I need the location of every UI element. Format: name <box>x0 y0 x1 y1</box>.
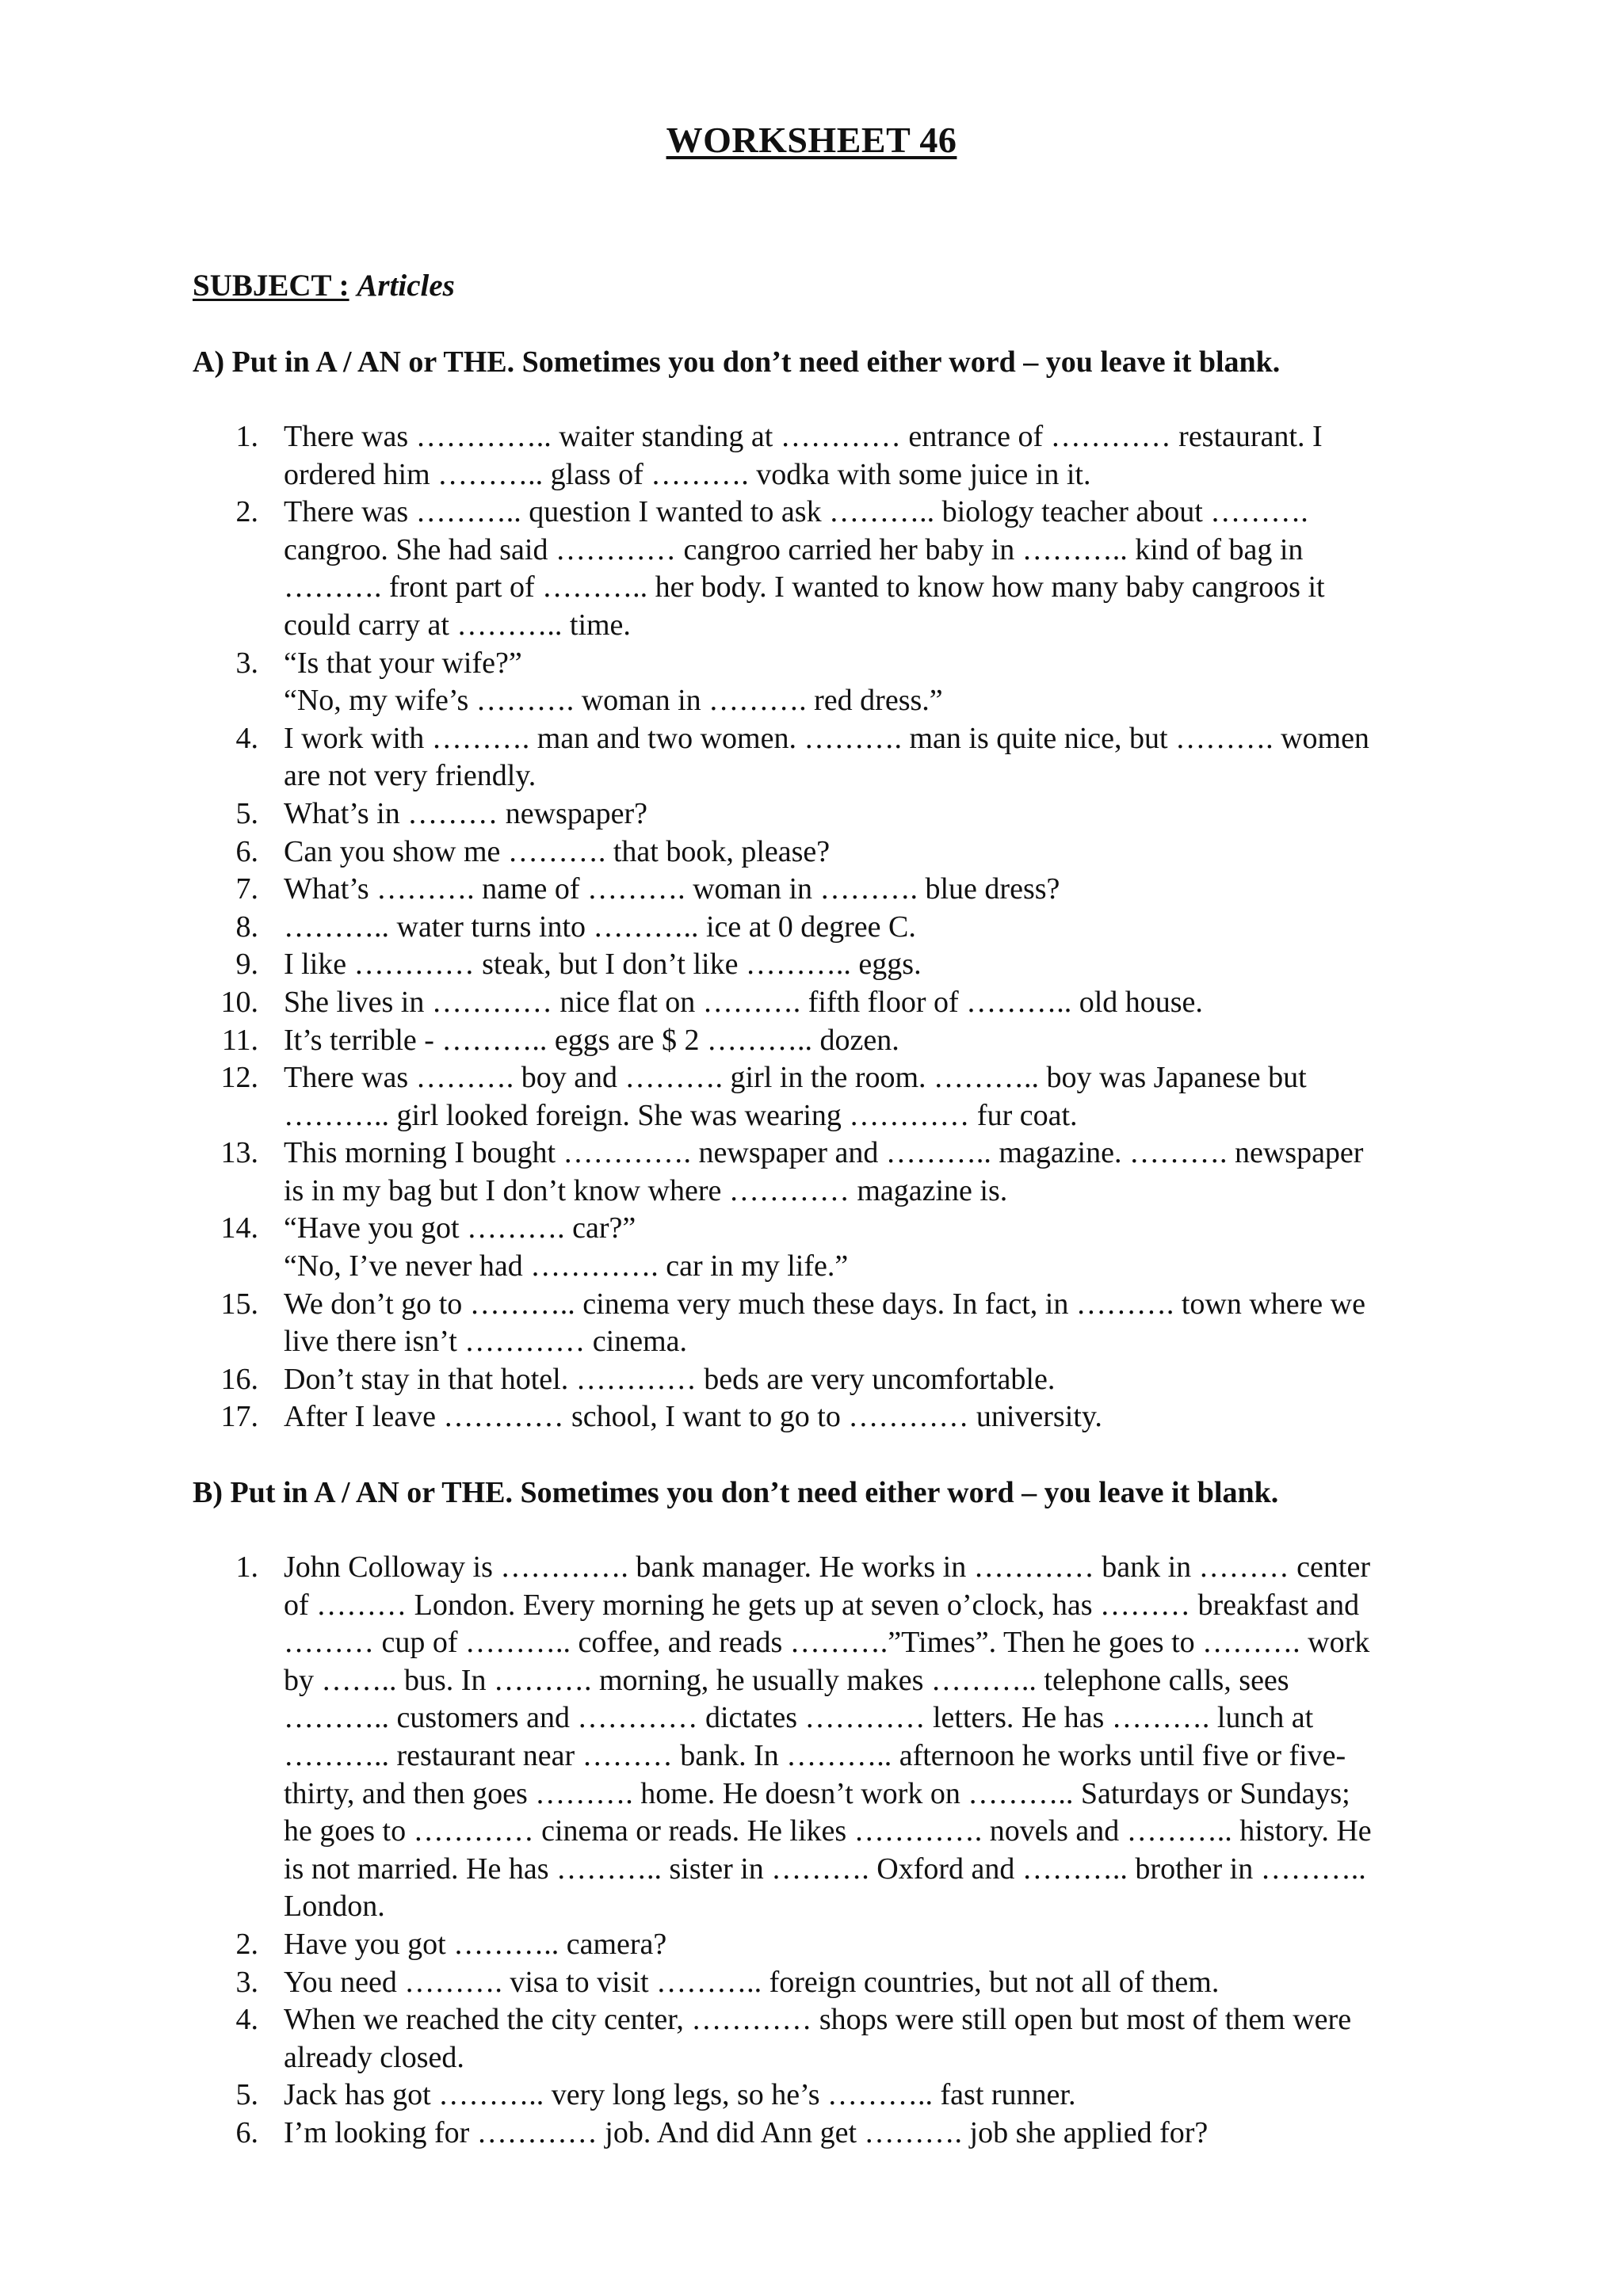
exercise-item <box>220 1135 1482 1210</box>
exercise-number: 16. <box>220 1362 258 1396</box>
exercise-item <box>235 1549 1482 1926</box>
exercise-number: 3. <box>235 646 258 680</box>
exercise-text-line: by …….. bus. In ………. morning, he usually makes ……….. telephone calls, sees <box>284 1663 1289 1697</box>
exercise-text-line: live there isn’t ………… cinema. <box>284 1325 688 1359</box>
exercise-number: 3. <box>235 1965 258 1999</box>
exercise-text-line: already closed. <box>284 2040 464 2074</box>
exercise-text-line: ……… cup of ……….. coffee, and reads ……….”Times”. Then he goes to ………. work <box>284 1626 1370 1660</box>
section-a-exercise-list <box>220 418 1482 1436</box>
exercise-item <box>235 2001 1482 2077</box>
exercise-item <box>221 1022 1482 1060</box>
exercise-text-line: When we reached the city center, ………… shops were still open but most of them were <box>284 2003 1352 2037</box>
exercise-text-line: ……….. customers and ………… dictates ………… letters. He has ………. lunch at <box>284 1701 1314 1735</box>
exercise-item <box>235 645 1482 720</box>
exercise-item <box>235 909 1482 947</box>
exercise-text-line: are not very friendly. <box>284 759 537 793</box>
exercise-number: 6. <box>235 2115 258 2149</box>
exercise-text-line: ordered him ……….. glass of ………. vodka with some juice in it. <box>284 457 1091 491</box>
exercise-text-line: John Colloway is …………. bank manager. He works in ………… bank in ……… center <box>284 1550 1370 1584</box>
exercise-item <box>220 1361 1482 1399</box>
exercise-number: 4. <box>235 2003 258 2037</box>
exercise-number: 7. <box>235 872 258 906</box>
section-b-exercise-list <box>235 1549 1482 2153</box>
exercise-text-line: is in my bag but I don’t know where ………… magazine is. <box>284 1173 1008 1207</box>
exercise-text-line: “Is that your wife?” <box>284 646 522 680</box>
exercise-text-line: is not married. He has ……….. sister in ………. Oxford and ……….. brother in ……….. <box>284 1852 1366 1886</box>
exercise-item <box>235 494 1482 644</box>
exercise-item <box>235 871 1482 909</box>
exercise-text-line: She lives in ………… nice flat on ………. fifth floor of ……….. old house. <box>284 985 1203 1019</box>
exercise-text-line: There was ……….. question I wanted to ask ……….. biology teacher about ………. <box>284 495 1308 529</box>
exercise-item <box>220 1210 1482 1285</box>
exercise-number: 14. <box>220 1211 258 1245</box>
exercise-number: 1. <box>235 420 258 453</box>
exercise-text-line: of ……… London. Every morning he gets up at seven o’clock, has ……… breakfast and <box>284 1588 1360 1622</box>
exercise-text-line: What’s ………. name of ………. woman in ………. blue dress? <box>284 872 1060 906</box>
exercise-text-line: “No, I’ve never had …………. car in my life.” <box>284 1249 849 1283</box>
subject-value: Articles <box>357 269 455 303</box>
exercise-item <box>220 1059 1482 1135</box>
exercise-item <box>220 1286 1482 1361</box>
exercise-number: 8. <box>235 910 258 944</box>
exercise-number: 6. <box>235 834 258 868</box>
exercise-text-line: There was ………….. waiter standing at ………… entrance of ………… restaurant. I <box>284 420 1323 453</box>
exercise-number: 1. <box>235 1550 258 1584</box>
exercise-item <box>235 1926 1482 1964</box>
exercise-text-line: I work with ………. man and two women. ………. man is quite nice, but ………. women <box>284 721 1369 755</box>
exercise-number: 15. <box>220 1287 258 1321</box>
exercise-text-line: ……….. girl looked foreign. She was wearing ………… fur coat. <box>284 1098 1078 1132</box>
exercise-text-line: I’m looking for ………… job. And did Ann get ………. job she applied for? <box>284 2115 1209 2149</box>
exercise-text-line: You need ………. visa to visit ……….. foreign countries, but not all of them. <box>284 1965 1220 1999</box>
exercise-item <box>220 1398 1482 1436</box>
exercise-text-line: Jack has got ……….. very long legs, so he’s ……….. fast runner. <box>284 2078 1076 2112</box>
page-title: WORKSHEET 46 <box>666 120 957 160</box>
exercise-text-line: cangroo. She had said ………… cangroo carried her baby in ……….. kind of bag in <box>284 532 1304 566</box>
exercise-number: 5. <box>235 2078 258 2112</box>
exercise-item <box>235 795 1482 833</box>
exercise-text-line: “Have you got ………. car?” <box>284 1211 636 1245</box>
exercise-item <box>235 946 1482 984</box>
exercise-number: 9. <box>235 948 258 982</box>
exercise-text-line: There was ………. boy and ………. girl in the room. ……….. boy was Japanese but <box>284 1061 1307 1095</box>
exercise-number: 2. <box>235 1927 258 1961</box>
exercise-text-line: he goes to ………… cinema or reads. He likes …………. novels and ……….. history. He <box>284 1814 1372 1848</box>
exercise-item <box>235 2115 1482 2153</box>
exercise-text-line: could carry at ……….. time. <box>284 608 631 642</box>
exercise-text-line: thirty, and then goes ………. home. He doesn’t work on ……….. Saturdays or Sundays; <box>284 1776 1350 1810</box>
subject-label: SUBJECT : <box>193 269 349 303</box>
exercise-number: 12. <box>220 1061 258 1095</box>
exercise-item <box>235 2077 1482 2115</box>
exercise-item <box>235 720 1482 795</box>
exercise-text-line: Have you got ……….. camera? <box>284 1927 667 1961</box>
exercise-text-line: We don’t go to ……….. cinema very much these days. In fact, in ………. town where we <box>284 1287 1365 1321</box>
exercise-item <box>220 984 1482 1022</box>
exercise-text-line: ………. front part of ……….. her body. I wanted to know how many baby cangroos it <box>284 570 1325 605</box>
exercise-text-line: I like ………… steak, but I don’t like ……….. eggs. <box>284 948 922 982</box>
exercise-number: 17. <box>220 1400 258 1434</box>
exercise-text-line: ……….. water turns into ……….. ice at 0 degree C. <box>284 910 916 944</box>
exercise-text-line: This morning I bought …………. newspaper and ……….. magazine. ………. newspaper <box>284 1136 1364 1170</box>
exercise-number: 4. <box>235 721 258 755</box>
exercise-item <box>235 1964 1482 2002</box>
exercise-text-line: “No, my wife’s ………. woman in ………. red dress.” <box>284 684 943 718</box>
section-a-heading: A) Put in A / AN or THE. Sometimes you don’t need either word – you leave it blank. <box>193 345 1281 379</box>
subject-line <box>193 268 455 303</box>
exercise-text-line: After I leave ………… school, I want to go to ………… university. <box>284 1400 1102 1434</box>
exercise-number: 11. <box>221 1023 258 1057</box>
exercise-item <box>235 418 1482 494</box>
exercise-text-line: What’s in ……… newspaper? <box>284 796 648 830</box>
section-b-heading: B) Put in A / AN or THE. Sometimes you don’t need either word – you leave it blank. <box>193 1476 1279 1509</box>
exercise-number: 2. <box>235 495 258 529</box>
exercise-number: 13. <box>220 1136 258 1170</box>
exercise-number: 5. <box>235 796 258 830</box>
exercise-text-line: London. <box>284 1890 385 1924</box>
exercise-item <box>235 833 1482 871</box>
exercise-text-line: It’s terrible - ……….. eggs are $ 2 ……….. dozen. <box>284 1023 899 1057</box>
exercise-number: 10. <box>220 985 258 1019</box>
exercise-text-line: Don’t stay in that hotel. ………… beds are very uncomfortable. <box>284 1362 1056 1396</box>
exercise-text-line: ……….. restaurant near ……… bank. In ……….. afternoon he works until five or five- <box>284 1738 1346 1772</box>
exercise-text-line: Can you show me ………. that book, please? <box>284 834 831 868</box>
